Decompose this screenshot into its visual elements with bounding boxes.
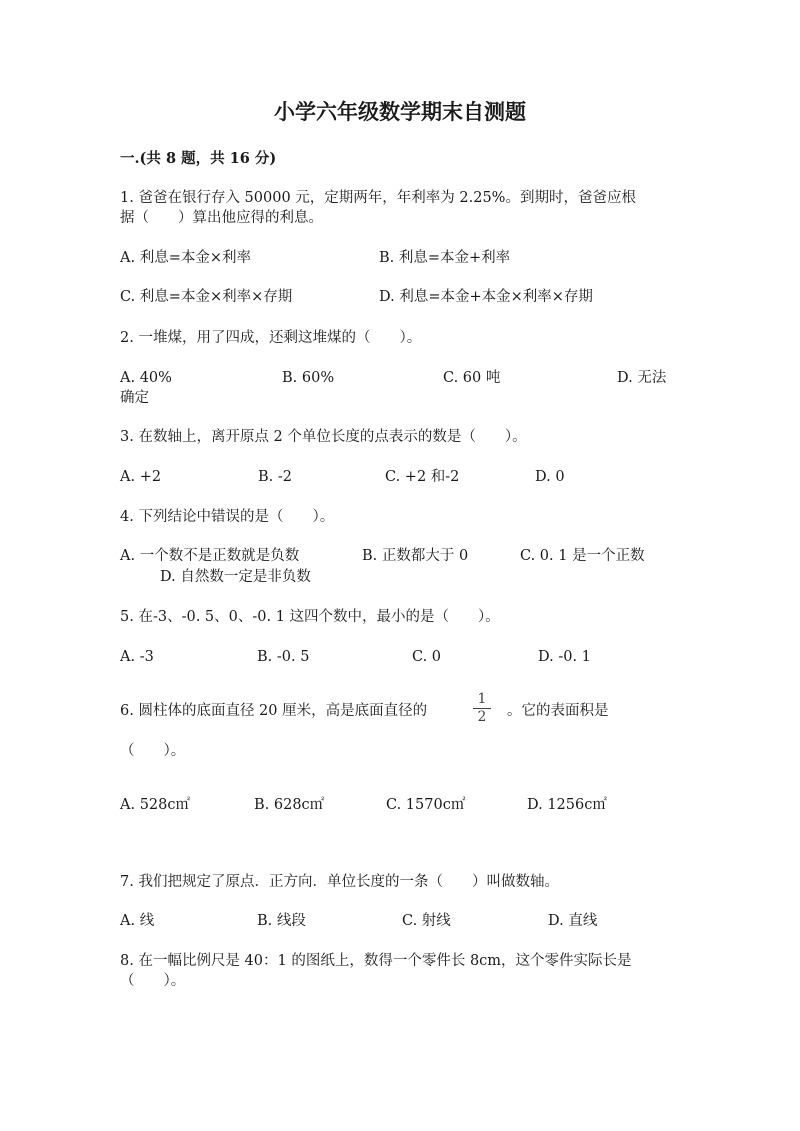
fraction-one-half — [472, 692, 492, 725]
option-a[interactable]: A. -3 — [120, 649, 154, 665]
option-c[interactable]: C. +2 和-2 — [385, 469, 460, 485]
option-d[interactable]: D. 1256c㎡ — [527, 797, 607, 813]
option-a[interactable]: A. 线 — [120, 913, 155, 929]
option-b[interactable]: B. -0. 5 — [257, 649, 310, 665]
option-c[interactable]: C. 0. 1 是一个正数 — [520, 548, 645, 564]
option-d-continued: 确定 — [120, 390, 149, 406]
option-b[interactable]: B. 628c㎡ — [254, 797, 325, 813]
question-stem-line: 7. 我们把规定了原点．正方向．单位长度的一条（ ）叫做数轴。 — [120, 874, 559, 890]
option-c[interactable]: C. 射线 — [402, 913, 451, 929]
option-d[interactable]: D. 0 — [535, 469, 565, 485]
option-b[interactable]: B. 正数都大于 0 — [362, 548, 469, 564]
question-stem-line: 据（ ）算出他应得的利息。 — [120, 210, 323, 226]
question-stem-line: 5. 在-3、-0. 5、0、-0. 1 这四个数中，最小的是（ ）。 — [120, 609, 500, 625]
question-stem-line: 4. 下列结论中错误的是（ ）。 — [120, 509, 335, 525]
option-a[interactable]: A. 528c㎡ — [120, 797, 190, 813]
option-b[interactable]: B. 60% — [282, 370, 335, 386]
option-c[interactable]: C. 0 — [412, 649, 442, 665]
fraction-numerator: 1 — [477, 691, 487, 707]
question-stem-line: （ ）。 — [120, 743, 186, 759]
question-stem-line: 8. 在一幅比例尺是 40：1 的图纸上，数得一个零件长 8cm，这个零件实际长是 — [120, 953, 632, 969]
question-stem-line: 6. 圆柱体的底面直径 20 厘米，高是底面直径的 — [120, 703, 428, 719]
option-a[interactable]: A. 一个数不是正数就是负数 — [120, 548, 300, 564]
option-d[interactable]: D. -0. 1 — [538, 649, 591, 665]
option-a[interactable]: A. 40% — [120, 370, 172, 386]
question-stem-line: 1. 爸爸在银行存入 50000 元，定期两年，年利率为 2.25%。到期时，爸爸应根 — [120, 190, 636, 206]
question-stem-line: 2. 一堆煤，用了四成，还剩这堆煤的（ ）。 — [120, 330, 422, 346]
option-d[interactable]: D. 直线 — [548, 913, 598, 929]
option-b[interactable]: B. -2 — [258, 469, 292, 485]
page-title: 小学六年级数学期末自测题 — [274, 99, 526, 124]
option-c[interactable]: C. 60 吨 — [443, 370, 501, 386]
question-stem-line: 。它的表面积是 — [507, 703, 609, 719]
option-a[interactable]: A. 利息=本金×利率 — [120, 250, 251, 266]
option-d[interactable]: D. 利息=本金+本金×利率×存期 — [379, 289, 593, 305]
fraction-denominator: 2 — [477, 709, 487, 725]
option-c[interactable]: C. 利息=本金×利率×存期 — [120, 289, 293, 305]
question-stem-line: （ ）。 — [120, 973, 186, 989]
question-stem-line: 3. 在数轴上，离开原点 2 个单位长度的点表示的数是（ ）。 — [120, 429, 527, 445]
option-d[interactable]: D. 无法 — [617, 370, 667, 386]
option-b[interactable]: B. 利息=本金+利率 — [379, 250, 511, 266]
option-a[interactable]: A. +2 — [120, 469, 162, 485]
option-d[interactable]: D. 自然数一定是非负数 — [160, 569, 311, 585]
section-heading: 一.(共 8 题，共 16 分) — [120, 150, 277, 167]
option-c[interactable]: C. 1570c㎡ — [386, 797, 466, 813]
option-b[interactable]: B. 线段 — [257, 913, 306, 929]
